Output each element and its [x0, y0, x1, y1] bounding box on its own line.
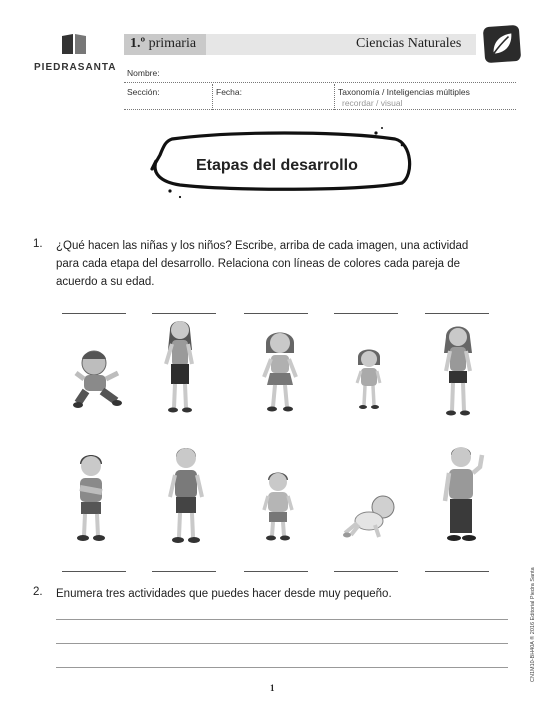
- subject-title: Ciencias Naturales: [356, 36, 462, 51]
- leaf-icon: [483, 25, 521, 63]
- question-line: Enumera tres actividades que puedes hacer desde muy pequeño.: [56, 588, 392, 600]
- small-boy-figure: [260, 470, 296, 544]
- boy-arms-crossed-figure: [70, 452, 112, 544]
- grade-number: 1.º: [130, 36, 146, 51]
- name-field-line[interactable]: [124, 82, 516, 83]
- section-field-label: Sección:: [127, 87, 160, 97]
- page-title: Etapas del desarrollo: [196, 157, 358, 174]
- section-row-line: [124, 109, 516, 110]
- small-girl-figure: [352, 347, 386, 413]
- question-line: acuerdo a su edad.: [56, 276, 155, 288]
- man-waving-figure: [440, 445, 486, 545]
- question-number: 1.: [33, 238, 43, 250]
- book-logo-icon: [60, 32, 88, 56]
- answer-line[interactable]: [56, 643, 508, 644]
- grade-text: primaria: [148, 36, 197, 51]
- page-number: 1: [270, 683, 275, 693]
- question-text: [56, 237, 468, 291]
- taxonomy-hint: recordar / visual: [342, 98, 403, 108]
- answer-line[interactable]: [152, 313, 216, 314]
- answer-line[interactable]: [425, 571, 489, 572]
- teen-girl-figure: [438, 323, 478, 419]
- copyright-note: CN1M10-BH40A ® 2016 Editorial Piedra Santa: [530, 567, 536, 682]
- date-field-label: Fecha:: [216, 87, 242, 97]
- answer-line[interactable]: [62, 571, 126, 572]
- answer-line[interactable]: [425, 313, 489, 314]
- field-divider: [212, 84, 213, 110]
- answer-line[interactable]: [334, 313, 398, 314]
- young-woman-figure: [160, 318, 200, 416]
- girl-figure: [258, 327, 302, 415]
- taxonomy-label: Taxonomía / Inteligencias múltiples: [338, 87, 470, 97]
- question-line: para cada etapa del desarrollo. Relaciona con líneas de colores cada pareja de: [56, 258, 461, 270]
- answer-line[interactable]: [244, 571, 308, 572]
- name-field-label: Nombre:: [127, 68, 160, 78]
- teen-boy-figure: [165, 445, 207, 547]
- answer-line[interactable]: [152, 571, 216, 572]
- question-number: 2.: [33, 586, 43, 598]
- answer-line[interactable]: [56, 667, 508, 668]
- question-line: ¿Qué hacen las niñas y los niños? Escribe, arriba de cada imagen, una actividad: [56, 240, 469, 252]
- grade-label: [130, 36, 196, 52]
- answer-line[interactable]: [334, 571, 398, 572]
- question-text: [56, 585, 392, 603]
- answer-line[interactable]: [62, 313, 126, 314]
- answer-line[interactable]: [56, 619, 508, 620]
- laughing-toddler-figure: [72, 345, 124, 410]
- crawling-baby-figure: [343, 493, 399, 541]
- answer-line[interactable]: [244, 313, 308, 314]
- brand-logo: PIEDRASANTA: [34, 62, 117, 73]
- field-divider: [334, 84, 335, 110]
